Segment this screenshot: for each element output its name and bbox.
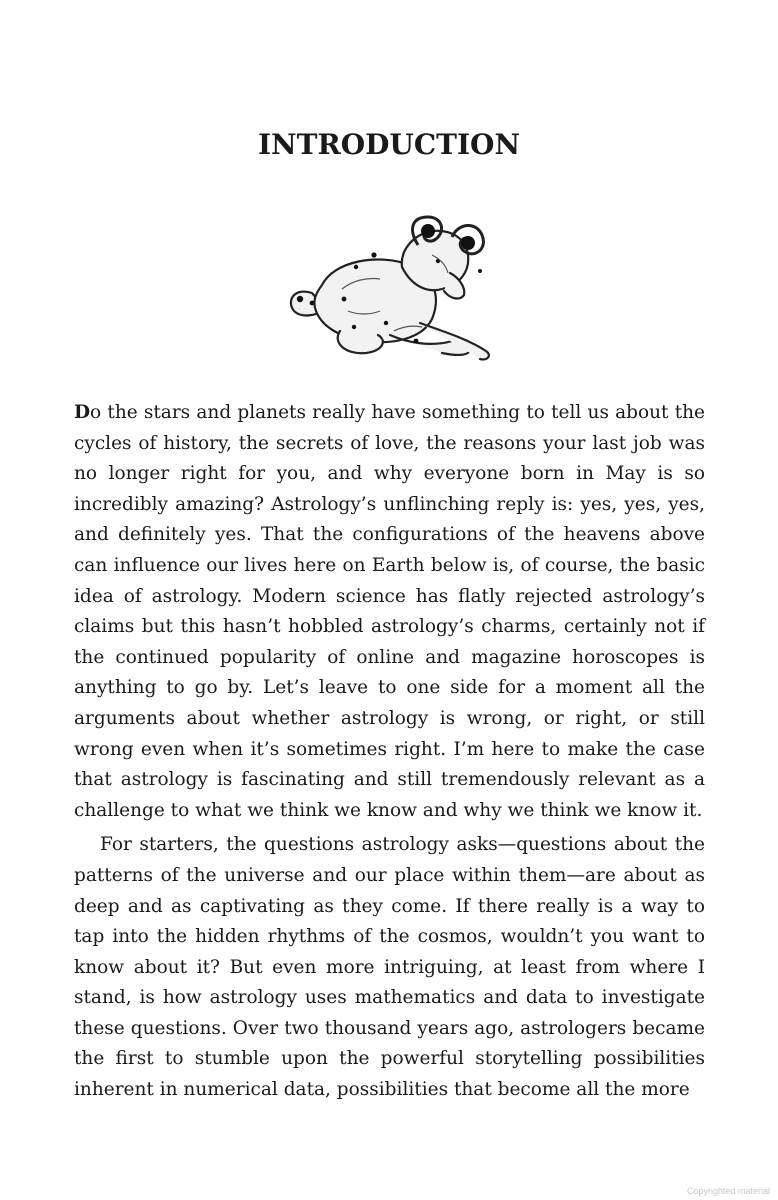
chapter-title: INTRODUCTION: [257, 128, 521, 161]
aries-ram-icon: [282, 215, 497, 367]
copyright-watermark: Copyrighted material: [686, 1186, 770, 1196]
body-text: [74, 398, 705, 1106]
paragraph-2: For starters, the questions astrology asks—questions about the patterns of the universe and our place within them—are about as deep and as captivating as they come. If there really is a way to tap into the hidden rhythms of the cosmos, wouldn’t you want to know about it? But even more intriguing, at least from where I stand, is how astrology uses mathematics and data to investigate these questions. Over two thousand years ago, astrologers became the first to stumble upon the powerful storytelling possibilities inherent in numerical data, possibilities that become all the more: [74, 834, 705, 1101]
drop-cap: D: [74, 402, 91, 423]
paragraph-1-text: o the stars and planets really have something to tell us about the cycles of history, the secrets of love, the reasons your last job was no longer right for you, and why everyone born in May is so incredibly amazing? Astrology’s unflinching reply is: yes, yes, yes, and definitely yes. That the configurations of the heavens above can influence our lives here on Earth below is, of course, the basic idea of astrology. Modern science has flatly rejected astrology’s claims but this hasn’t hobbled astrology’s charms, certainly not if the continued popularity of online and magazine horoscopes is anything to go by. Let’s leave to one side for a moment all the arguments about whether astrology is wrong, or right, or still wrong even when it’s sometimes right. I’m here to make the case that astrology is fascinating and still tremendously relevant as a challenge to what we think we know and why we think we know it.: [74, 402, 705, 821]
paragraph-1: [74, 398, 705, 826]
